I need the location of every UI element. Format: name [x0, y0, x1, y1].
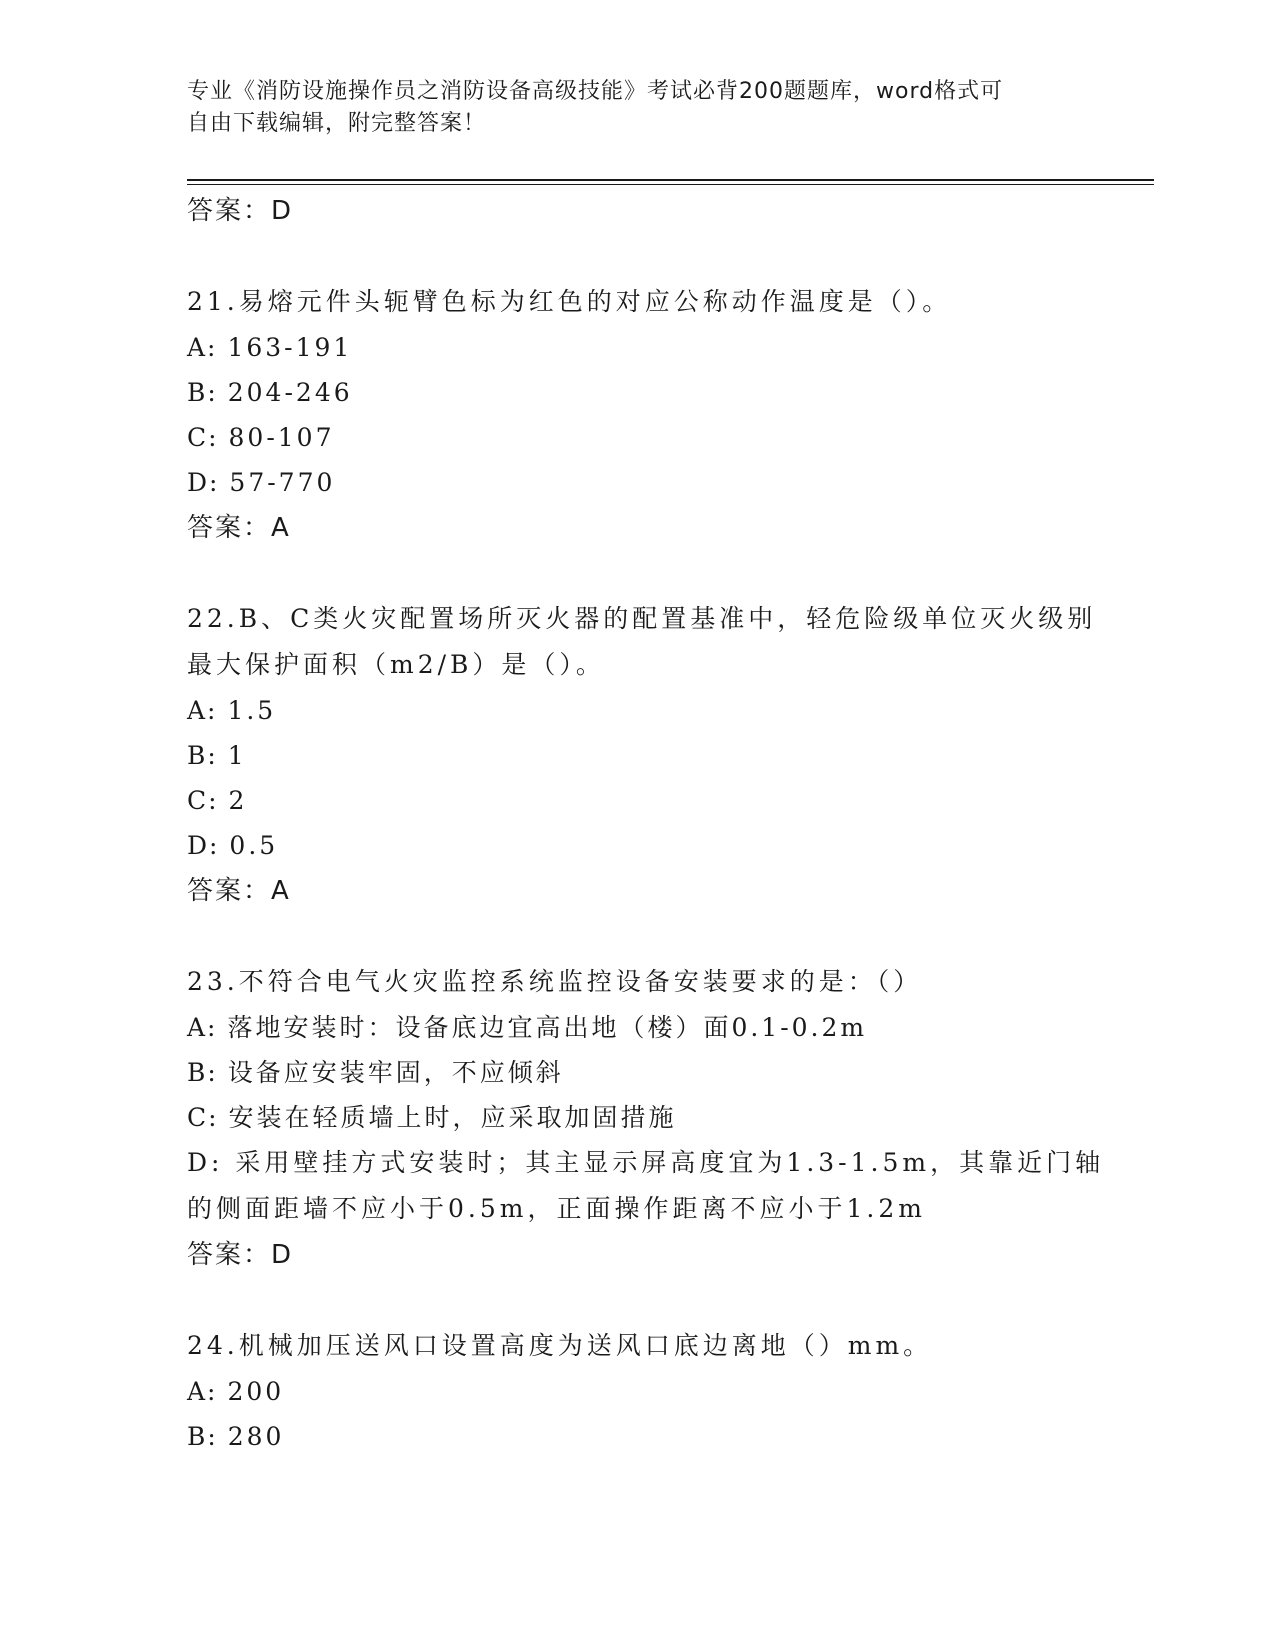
option-key: D: [187, 1148, 224, 1177]
question-text [187, 959, 1087, 1005]
header-divider-thin [187, 184, 1154, 185]
option-key: A: [187, 1377, 218, 1406]
question-number: 23. [187, 967, 239, 996]
answer-label: 答案： [187, 1240, 272, 1270]
option-key: C: [187, 423, 219, 452]
question-text [187, 279, 1087, 325]
question-21 [187, 279, 1087, 551]
spacer [187, 234, 1087, 279]
option-key: A: [187, 696, 218, 725]
header-line-1: 专业《消防设施操作员之消防设备高级技能》考试必背200题题库，word格式可 [187, 79, 1004, 104]
question-23 [187, 959, 1105, 1278]
question-line: 最大保护面积（m2/B）是（）。 [187, 650, 605, 679]
option-key: B: [187, 1422, 218, 1451]
answer-value: D [271, 1240, 292, 1270]
answer [187, 1232, 1087, 1278]
option-text: 200 [227, 1377, 285, 1406]
option-a [187, 1005, 1087, 1050]
question-number: 24. [187, 1331, 239, 1360]
option-b [187, 1050, 1087, 1095]
option-key: B: [187, 1058, 218, 1087]
answer-label: 答案： [187, 196, 272, 226]
answer-label: 答案： [187, 876, 272, 906]
question-24 [187, 1323, 1087, 1459]
question-number: 21. [187, 287, 239, 316]
option-text: 163-191 [227, 333, 353, 362]
header-divider-thick [187, 179, 1154, 181]
spacer [187, 1278, 1087, 1323]
option-d [187, 823, 1087, 868]
spacer [187, 551, 1087, 596]
option-text: 80-107 [228, 423, 335, 452]
answer-value: A [271, 513, 289, 543]
answer [187, 505, 1087, 551]
option-text: 采用壁挂方式安装时；其主显示屏高度宜为1.3-1.5m，其靠近门轴 [235, 1148, 1105, 1177]
option-text: 2 [228, 786, 248, 815]
question-text [187, 596, 1097, 688]
document-header [187, 76, 1087, 140]
option-a [187, 688, 1087, 733]
question-list [187, 188, 1105, 1459]
question-line: 23.不符合电气火灾监控系统监控设备安装要求的是：（） [187, 967, 923, 996]
option-key: A: [187, 333, 218, 362]
option-key: C: [187, 1103, 219, 1132]
option-text: 204-246 [227, 378, 353, 407]
option-key: D: [187, 831, 220, 860]
previous-answer [187, 188, 1087, 234]
option-text: 1.5 [227, 696, 277, 725]
option-c [187, 415, 1087, 460]
option-key: C: [187, 786, 219, 815]
option-c [187, 778, 1087, 823]
question-number: 22. [187, 604, 239, 633]
answer-value: D [271, 196, 292, 226]
question-line: 21.易熔元件头轭臂色标为红色的对应公称动作温度是（）。 [187, 287, 952, 316]
option-key: B: [187, 741, 218, 770]
option-line: 的侧面距墙不应小于0.5m，正面操作距离不应小于1.2m [187, 1194, 926, 1223]
option-text: 57-770 [229, 468, 336, 497]
option-b [187, 1414, 1087, 1459]
option-text: 0.5 [229, 831, 279, 860]
option-key: B: [187, 378, 218, 407]
option-key: A: [187, 1013, 218, 1042]
option-c [187, 1095, 1087, 1140]
question-line: 22.B、C类火灾配置场所灭火器的配置基准中，轻危险级单位灭火级别 [187, 604, 1097, 633]
answer [187, 868, 1087, 914]
question-text [187, 1323, 1087, 1369]
header-line-2: 自由下载编辑，附完整答案！ [187, 111, 487, 136]
option-d [187, 1140, 1105, 1232]
option-d [187, 460, 1087, 505]
question-line: 24.机械加压送风口设置高度为送风口底边离地（）mm。 [187, 1331, 933, 1360]
option-text: 安装在轻质墙上时，应采取加固措施 [228, 1103, 677, 1132]
option-text: 280 [227, 1422, 285, 1451]
option-a [187, 325, 1087, 370]
option-line [187, 1140, 1105, 1186]
option-text: 设备应安装牢固，不应倾斜 [227, 1058, 564, 1087]
answer-label: 答案： [187, 513, 272, 543]
question-22 [187, 596, 1097, 914]
option-key: D: [187, 468, 220, 497]
option-text: 1 [227, 741, 247, 770]
option-text: 落地安装时：设备底边宜高出地（楼）面0.1-0.2m [227, 1013, 868, 1042]
spacer [187, 914, 1087, 959]
option-b [187, 733, 1087, 778]
option-b [187, 370, 1087, 415]
option-a [187, 1369, 1087, 1414]
answer-value: A [271, 876, 289, 906]
